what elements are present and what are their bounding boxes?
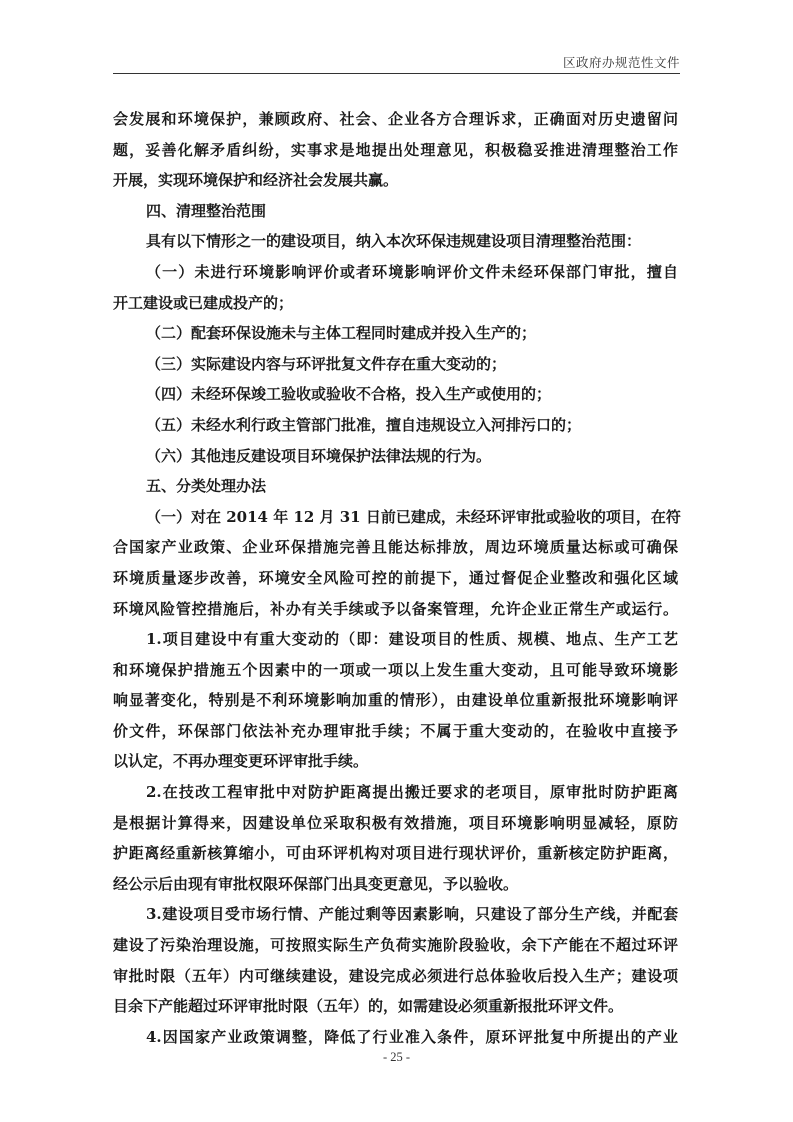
body-line: 护距离经重新核算缩小，可由环评机构对项目进行现状评价，重新核定防护距离，: [113, 844, 678, 863]
header-title: 区政府办规范性文件: [562, 55, 680, 70]
body-line: 2.在技改工程审批中对防护距离提出搬迁要求的老项目，原审批时防护距离: [146, 783, 678, 802]
body-line: 和环境保护措施五个因素中的一项或一项以上发生重大变动，且可能导致环境影: [113, 660, 678, 679]
body-line: 会发展和环境保护，兼顾政府、社会、企业各方合理诉求，正确面对历史遗留问: [113, 110, 678, 128]
body-line: 经公示后由现有审批权限环保部门出具变更意见，予以验收。: [113, 874, 519, 893]
body-line: 3.建设项目受市场行情、产能过剩等因素影响，只建设了部分生产线，并配套: [146, 905, 678, 924]
body-line: （一）对在 2014 年 12 月 31 日前已建成，未经环评审批或验收的项目，在符: [146, 507, 681, 526]
page-header: [113, 53, 680, 74]
body-line: 4.因国家产业政策调整，降低了行业准入条件，原环评批复中所提出的产业: [146, 1027, 678, 1046]
section-heading: 四、清理整治范围: [146, 201, 267, 220]
body-line: 题，妥善化解矛盾纠纷，实事求是地提出处理意见，积极稳妥推进清理整治工作: [113, 140, 678, 159]
body-line: 是根据计算得来，因建设单位采取积极有效措施，项目环境影响明显减轻，原防: [113, 813, 678, 832]
body-line: 响显著变化，特别是不利环境影响加重的情形），由建设单位重新报批环境影响评: [113, 691, 678, 710]
body-line: 具有以下情形之一的建设项目，纳入本次环保违规建设项目清理整治范围：: [146, 232, 642, 251]
body-line: 合国家产业政策、企业环保措施完善且能达标排放，周边环境质量达标或可确保: [113, 538, 678, 557]
body-line: 审批时限（五年）内可继续建设，建设完成必须进行总体验收后投入生产；建设项: [113, 966, 678, 985]
body-line: （一）未进行环境影响评价或者环境影响评价文件未经环保部门审批，擅自: [146, 262, 678, 281]
body-line: （六）其他违反建设项目环境保护法律法规的行为。: [146, 446, 492, 465]
body-line: 以认定，不再办理变更环评审批手续。: [113, 752, 369, 771]
body-line: 1.项目建设中有重大变动的（即：建设项目的性质、规模、地点、生产工艺: [146, 630, 678, 649]
body-line: 环境风险管控措施后，补办有关手续或予以备案管理，允许企业正常生产或运行。: [113, 599, 678, 618]
body-line: （四）未经环保竣工验收或验收不合格，投入生产或使用的；: [146, 385, 552, 404]
body-line: （五）未经水利行政主管部门批准，擅自违规设立入河排污口的；: [146, 415, 582, 434]
body-line: （二）配套环保设施未与主体工程同时建成并投入生产的；: [146, 324, 537, 343]
body-line: 环境质量逐步改善，环境安全风险可控的前提下，通过督促企业整改和强化区域: [113, 568, 678, 587]
body-line: 价文件，环保部门依法补充办理审批手续；不属于重大变动的，在验收中直接予: [113, 721, 678, 740]
body-line: 开工建设或已建成投产的；: [113, 293, 294, 312]
document-body: [113, 104, 681, 1052]
body-line: 开展，实现环境保护和经济社会发展共赢。: [113, 171, 399, 190]
body-line: 目余下产能超过环评审批时限（五年）的，如需建设必须重新报批环评文件。: [113, 997, 624, 1016]
body-line: 建设了污染治理设施，可按照实际生产负荷实施阶段验收，余下产能在不超过环评: [113, 936, 678, 955]
section-heading: 五、分类处理办法: [146, 477, 267, 496]
body-line: （三）实际建设内容与环评批复文件存在重大变动的；: [146, 354, 507, 373]
page-number: - 25 -: [382, 1050, 411, 1064]
